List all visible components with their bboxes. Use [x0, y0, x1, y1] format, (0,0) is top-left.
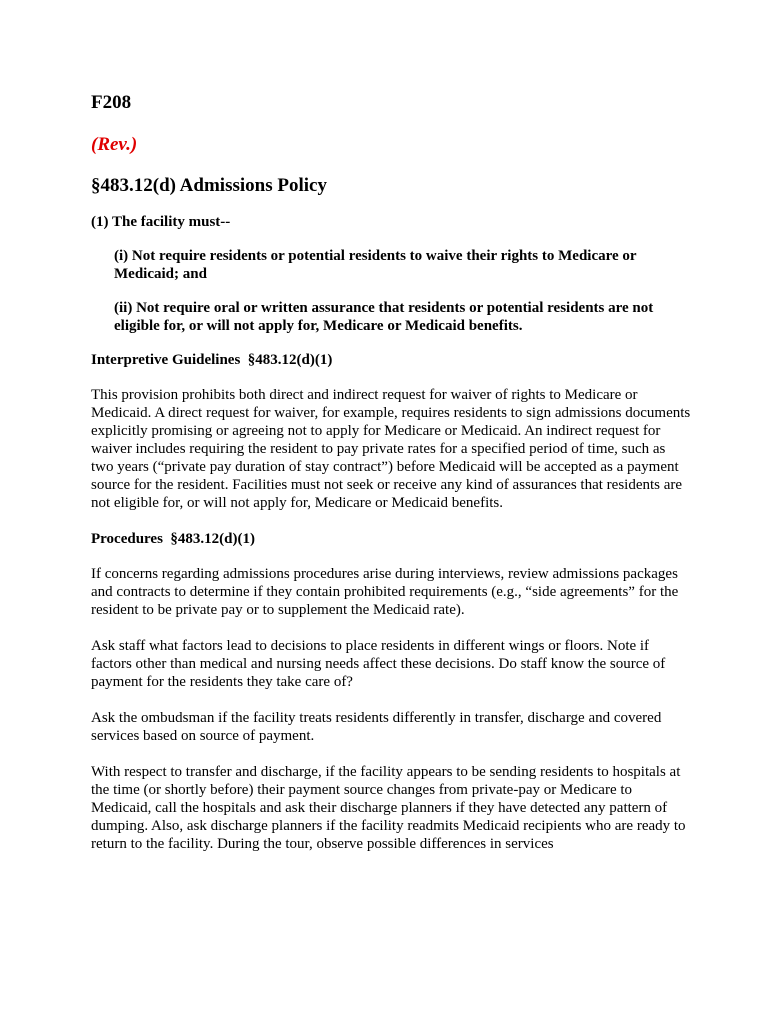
- procedures-paragraph: Ask staff what factors lead to decisions to place residents in different wings or floors. Note if factors other than medical and nursing needs affect these decisions. Do staff know the source of payment for the residents they take care of?: [91, 638, 666, 690]
- guidelines-paragraph: This provision prohibits both direct and indirect request for waiver of rights to Medicare or Medicaid. A direct request for waiver, for example, requires residents to sign admissions documents explicitly promising or agreeing not to apply for Medicare or Medicaid. An indirect request for waiver includes requiring the resident to pay private rates for a specified period of time, such as two years (“private pay duration of stay contract”) before Medicaid will be accepted as a payment source for the resident. Facilities must not seek or receive any kind of assurances that residents are not eligible for, or will not apply for, Medicare or Medicaid benefits.: [91, 387, 691, 511]
- document-page: [91, 92, 691, 871]
- section-title: §483.12(d) Admissions Policy: [91, 175, 327, 196]
- requirement-item: (i) Not require residents or potential residents to waive their rights to Medicare or Medicaid; and: [114, 248, 637, 282]
- procedures-paragraph: Ask the ombudsman if the facility treats residents differently in transfer, discharge and covered services based on source of payment.: [91, 710, 662, 744]
- procedures-paragraph: If concerns regarding admissions procedures arise during interviews, review admissions packages and contracts to determine if they contain prohibited requirements (e.g., “side agreements” for the resident to be private pay or to supplement the Medicaid rate).: [91, 566, 679, 618]
- requirement-item: (ii) Not require oral or written assurance that residents or potential residents are not eligible for, or will not apply for, Medicare or Medicaid benefits.: [114, 300, 654, 334]
- procedures-heading: Procedures §483.12(d)(1): [91, 531, 256, 547]
- guidelines-heading: Interpretive Guidelines §483.12(d)(1): [91, 352, 333, 368]
- tag-number: F208: [91, 92, 132, 113]
- revision-label: (Rev.): [91, 134, 138, 155]
- procedures-paragraph: With respect to transfer and discharge, if the facility appears to be sending residents to hospitals at the time (or shortly before) their payment source changes from private-pay or Medicare to Medicaid, call the hospitals and ask their discharge planners if they have detected any pattern of dumping. Also, ask discharge planners if the facility readmits Medicaid recipients who are ready to return to the facility. During the tour, observe possible differences in services: [91, 764, 686, 852]
- requirement-lead: (1) The facility must--: [91, 214, 231, 230]
